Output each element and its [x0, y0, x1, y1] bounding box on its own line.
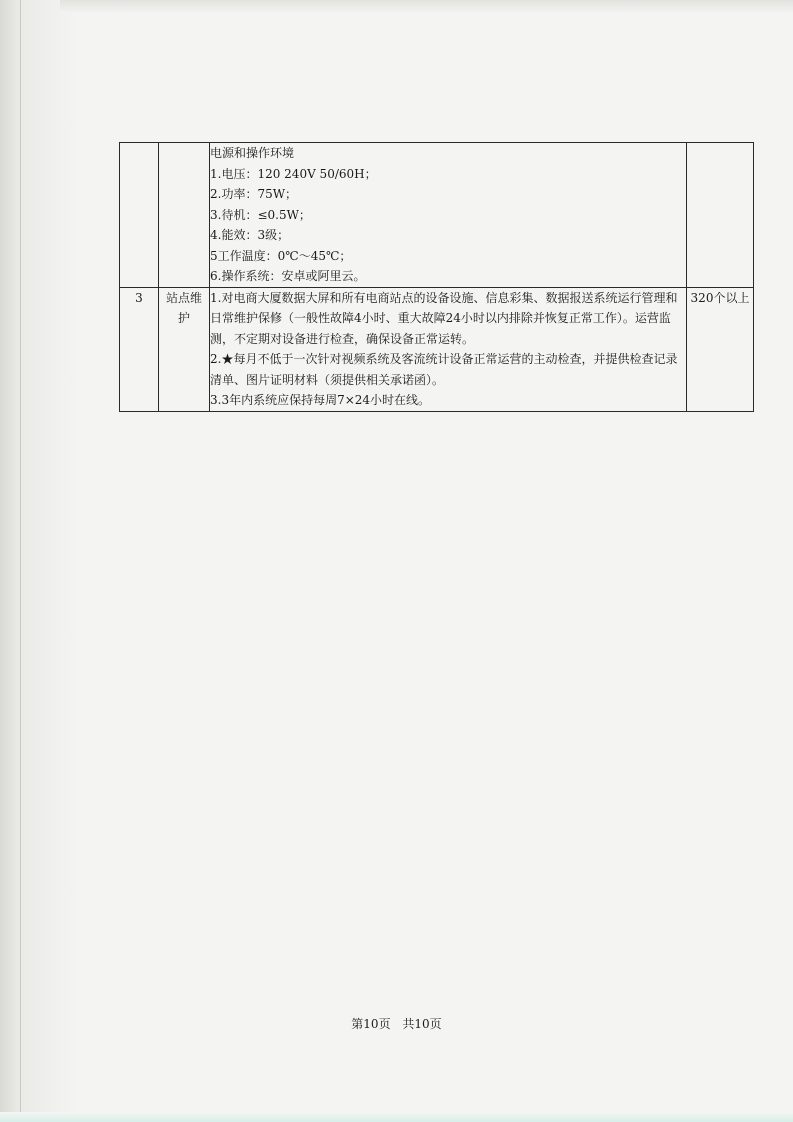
- row-item-name: [159, 287, 210, 411]
- page-bottom-edge: [0, 1112, 793, 1122]
- description-line: 3.待机：≤0.5W；: [210, 207, 311, 222]
- spec-table: [119, 142, 754, 412]
- description-line: 6.操作系统：安卓或阿里云。: [210, 269, 366, 283]
- description-line: 1.电压：120 240V 50/60H；: [210, 166, 377, 181]
- page-top-edge: [60, 0, 793, 14]
- page-footer: [0, 1015, 793, 1032]
- description-line: 电源和操作环境: [210, 146, 295, 160]
- row-number: 3: [120, 287, 159, 411]
- description-line: 4.能效：3级；: [210, 228, 290, 242]
- row-quantity: 320个以上: [687, 287, 754, 411]
- binding-shadow: [0, 0, 80, 1122]
- row-quantity: [687, 143, 754, 288]
- description-line: 3.3年内系统应保持每周7×24小时在线。: [210, 393, 431, 407]
- item-name-text: 站点维护: [165, 290, 202, 325]
- binding-line: [20, 0, 21, 1122]
- row-item-name: [159, 143, 210, 288]
- table-row: [120, 287, 754, 411]
- description-line: 2.功率：75W；: [210, 187, 298, 201]
- page-total: 共10页: [402, 1017, 442, 1031]
- description-line: 2.★每月不低于一次针对视频系统及客流统计设备正常运营的主动检查，并提供检查记录清单、图片证明材料（须提供相关承诺函）。: [210, 352, 678, 387]
- row-description: [210, 143, 687, 288]
- description-line: 1.对电商大厦数据大屏和所有电商站点的设备设施、信息彩集、数据报送系统运行管理和日常维护保修（一般性故障4小时、重大故障24小时以内排除并恢复正常工作）。运营监测，不定期对设备进行检查，确保设备正常运转。: [210, 290, 678, 346]
- row-number: [120, 143, 159, 288]
- description-line: 5工作温度：0℃～45℃；: [210, 248, 352, 263]
- page-number: 第10页: [351, 1017, 391, 1031]
- table-row: [120, 143, 754, 288]
- row-description: [210, 287, 687, 411]
